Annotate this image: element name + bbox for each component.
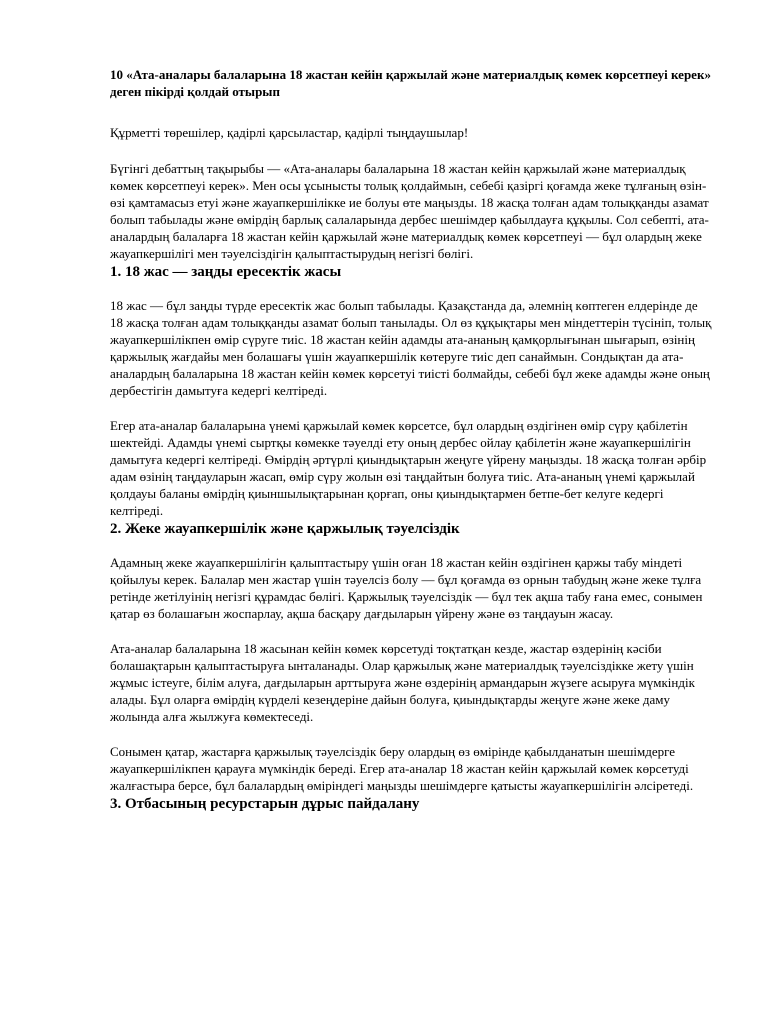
intro-paragraph: Бүгінгі дебаттың тақырыбы — «Ата-аналары балаларына 18 жастан кейін қаржылай және материалдық көмек көрсетпеуі керек». Мен осы ұсынысты толық қолдаймын, себебі қазіргі қоғамда жеке тұлғаның өзін-өзі қамтамасыз етуі және жауапкершілікке ие болуы өте маңызды. 18 жасқа толған адам толыққанды азамат болып табылады және өмірдің барлық салаларында дербес шешімдер қабылдауға құқылы. Сол себепті, ата-аналардың балаларға 18 жастан кейін қаржылай және материалдық көмек көрсетпеуі — бұл олардың жеке жауапкершілігі мен тәуелсіздігін қалыптастырудың негізгі бөлігі. bbox=[110, 161, 709, 261]
section-1-heading: 1. 18 жас — заңды ересектік жасы bbox=[110, 264, 342, 280]
document-title: 10 «Ата-аналары балаларына 18 жастан кейін қаржылай және материалдық көмек көрсетпеуі керек» деген пікірді қолдай отырып bbox=[110, 67, 711, 99]
section-1-paragraph-1: 18 жас — бұл заңды түрде ересектік жас болып табылады. Қазақстанда да, әлемнің көптеген елдерінде де 18 жасқа толған адам толыққанды азамат болып танылады. Ол өз құқықтары мен міндеттерін түсініп, толық жауапкершілікпен өмір сүруге тиіс. 18 жастан кейін адамды ата-ананың қамқорлығынан шығарып, өзінің қаржылық жағдайы мен болашағы үшін жауапкершілік көтеруге тиіс деп санаймын. Сондықтан да ата-аналардың балаларына 18 жастан кейін көмек көрсетуі тиісті болмайды, себебі бұл жеке адамды және оның дербестігін дамытуға кедергі келтіреді. bbox=[110, 298, 712, 398]
section-2-paragraph-3: Сонымен қатар, жастарға қаржылық тәуелсіздік беру олардың өз өмірінде қабылданатын шешімдерге жауапкершілікпен қарауға мүмкіндік береді. Егер ата-аналар 18 жастан кейін қаржылай көмек көрсетуді жалғастыра берсе, бұл балалардың өміріндегі маңызды шешімдерге қатысты жауапкершілігін әлсіретеді. bbox=[110, 744, 694, 793]
section-3-heading: 3. Отбасының ресурстарын дұрыс пайдалану bbox=[110, 796, 420, 812]
section-2-paragraph-1: Адамның жеке жауапкершілігін қалыптастыру үшін оған 18 жастан кейін өздігінен қаржы табу міндеті қойылуы керек. Балалар мен жастар үшін тәуелсіз болу — бұл қоғамда өз орнын табудың және жеке тұлға ретінде жетілуінің негізгі құрамдас бөлігі. Қаржылық тәуелсіздік — бұл тек ақша табу ғана емес, сонымен қатар өз болашағын жоспарлау, ақша басқару дағдыларын үйрену және өз таңдауын жасау. bbox=[110, 555, 703, 621]
section-2-paragraph-2: Ата-аналар балаларына 18 жасынан кейін көмек көрсетуді тоқтатқан кезде, жастар өздерінің кәсіби болашақтарын қалыптастыруға ынталанады. Олар қаржылық және материалдық тәуелсіздікке жету үшін жұмыс істеуге, білім алуға, дағдыларын арттыруға және өздерінің армандарын жүзеге асыруға мүмкіндік алады. Бұл оларға өмірдің күрделі кезеңдеріне дайын болуға, қиындықтарды жеңуге және жеке даму жолында алға жылжуға көмектеседі. bbox=[110, 641, 695, 724]
section-1-paragraph-2: Егер ата-аналар балаларына үнемі қаржылай көмек көрсетсе, бұл олардың өздігінен өмір сүру қабілетін шектейді. Адамды үнемі сыртқы көмекке тәуелді ету оның дербес ойлау қабілетін және жауапкершілігін дамытуға кедергі келтіреді. Өмірдің әртүрлі қиындықтарын жеңуге үйрену маңызды. 18 жасқа толған әрбір адам өзінің таңдауларын жасап, өмір сүру жолын өзі таңдайтын болуға тиіс. Ата-ананың үнемі қаржылай қолдауы баланы өмірдің қиыншылықтарынан қорғап, оны қиындықтармен бетпе-бет келуге кедергі келтіреді. bbox=[110, 418, 707, 518]
greeting-paragraph: Құрметті төрешілер, қадірлі қарсыластар, қадірлі тыңдаушылар! bbox=[110, 125, 469, 140]
section-2-heading: 2. Жеке жауапкершілік және қаржылық тәуелсіздік bbox=[110, 521, 460, 537]
